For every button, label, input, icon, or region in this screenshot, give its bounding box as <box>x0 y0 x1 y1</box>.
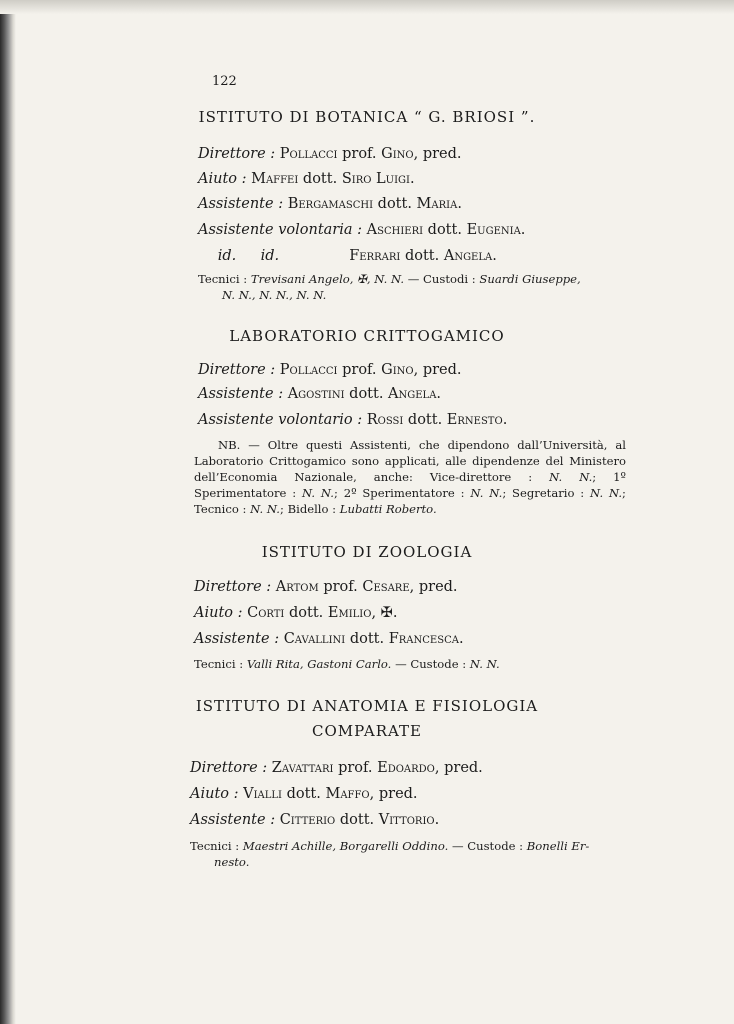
section-title-laboratorio: LABORATORIO CRITTOGAMICO <box>229 327 505 345</box>
section-title-anatomia: ISTITUTO DI ANATOMIA E FISIOLOGIA <box>195 697 539 715</box>
tecnici-line-continued: N. N., N. N., N. N. <box>222 288 327 302</box>
tecnici-line: Tecnici : Maestri Achille, Borgarelli Oddino. — Custode : Bonelli Er- <box>190 839 590 853</box>
staff-line: Assistente volontario : Rossi dott. Ernesto. <box>198 412 508 428</box>
staff-line: Direttore : Zavattari prof. Edoardo, pred. <box>190 760 483 776</box>
staff-line: Direttore : Artom prof. Cesare, pred. <box>194 579 458 595</box>
staff-line: Assistente volontaria : Aschieri dott. Eugenia. <box>198 222 526 238</box>
staff-line: Assistente : Bergamaschi dott. Maria. <box>198 196 462 212</box>
section-title-botanica: ISTITUTO DI BOTANICA “ G. BRIOSI ”. <box>198 108 536 126</box>
tecnici-line-continued: nesto. <box>214 855 250 869</box>
tecnici-line: Tecnici : Valli Rita, Gastoni Carlo. — Custode : N. N. <box>194 657 500 671</box>
staff-line: Assistente : Cavallini dott. Francesca. <box>194 631 464 647</box>
staff-line: Direttore : Pollacci prof. Gino, pred. <box>198 146 462 162</box>
staff-line: Assistente : Citterio dott. Vittorio. <box>190 812 440 828</box>
staff-line: Aiuto : Maffei dott. Siro Luigi. <box>198 171 415 187</box>
page-top-shadow <box>0 0 734 14</box>
staff-line: id. id. Ferrari dott. Angela. <box>217 248 497 264</box>
nb-note: NB. — Oltre questi Assistenti, che dipendono dall’Università, al Laboratorio Crittogamico sono applicati, alle dipendenze del Ministero dell’Economia Nazionale, anche: Vice-direttore : N. N.; 1º Sperimentatore : N. N.; 2º Sperimentatore : N. N.; Segretario : N. N.; Tecnico : N. N.; Bidello : Lubatti Roberto. <box>194 438 627 516</box>
staff-line: Direttore : Pollacci prof. Gino, pred. <box>198 362 462 378</box>
section-title-anatomia-line2: COMPARATE <box>312 722 422 740</box>
page-binding-edge <box>0 0 16 1024</box>
staff-line: Aiuto : Corti dott. Emilio, ✠. <box>194 605 398 621</box>
tecnici-line: Tecnici : Trevisani Angelo, ✠, N. N. — Custodi : Suardi Giuseppe, <box>198 272 581 286</box>
section-title-zoologia: ISTITUTO DI ZOOLOGIA <box>261 543 473 561</box>
staff-line: Aiuto : Vialli dott. Maffo, pred. <box>190 786 418 802</box>
page-number: 122 <box>212 74 237 89</box>
staff-line: Assistente : Agostini dott. Angela. <box>198 386 442 402</box>
